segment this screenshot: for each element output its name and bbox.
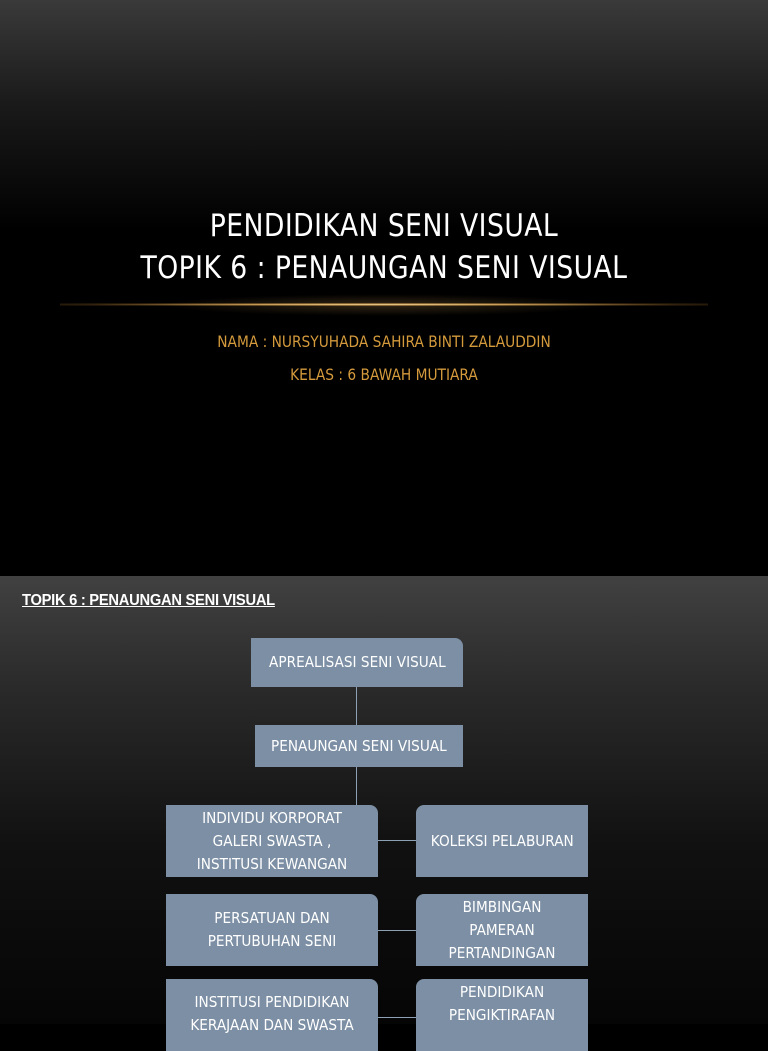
diagram-slide: [0, 576, 768, 1034]
node-individu-label: INDIVIDU KORPORAT GALERI SWASTA , INSTITUSI KEWANGAN: [196, 808, 348, 873]
node-bimbingan-label: BIMBINGAN PAMERAN PERTANDINGAN: [448, 897, 556, 962]
node-pendidikan-label: PENDIDIKAN PENGIKTIRAFAN: [448, 983, 556, 1024]
node-institusi-label: INSTITUSI PENDIDIKAN KERAJAAN DAN SWASTA: [190, 993, 354, 1034]
subtitle-kelas: KELAS : 6 BAWAH MUTIARA: [290, 365, 478, 384]
node-koleksi-label: KOLEKSI PELABURAN: [430, 831, 574, 850]
node-penaungan-label: PENAUNGAN SENI VISUAL: [271, 736, 447, 755]
node-apreasiasi: [251, 638, 463, 687]
node-pendidikan: [416, 979, 588, 1051]
slide-heading: TOPIK 6 : PENAUNGAN SENI VISUAL: [22, 592, 275, 609]
node-institusi: [166, 979, 378, 1051]
node-persatuan-label: PERSATUAN DAN PERTUBUHAN SENI: [207, 909, 337, 950]
connector-individu-koleksi: [378, 840, 416, 841]
subtitle-nama: NAMA : NURSYUHADA SAHIRA BINTI ZALAUDDIN: [217, 332, 551, 351]
node-apreasiasi-label: APREALISASI SENI VISUAL: [268, 653, 446, 671]
node-individu: [166, 805, 378, 877]
node-bimbingan: [416, 894, 588, 966]
connector-penaungan-individu: [356, 767, 357, 805]
slide-title-line-2: TOPIK 6 : PENAUNGAN SENI VISUAL: [140, 250, 628, 286]
connector-apreasiasi-penaungan: [356, 687, 357, 725]
connector-institusi-pendidikan: [378, 1017, 416, 1018]
slide-title-line-1: PENDIDIKAN SENI VISUAL: [209, 208, 559, 244]
title-divider-glow: [60, 303, 708, 306]
node-penaungan: [255, 725, 463, 767]
node-persatuan: [166, 894, 378, 966]
node-koleksi: [416, 805, 588, 877]
connector-persatuan-bimbingan: [378, 930, 416, 931]
